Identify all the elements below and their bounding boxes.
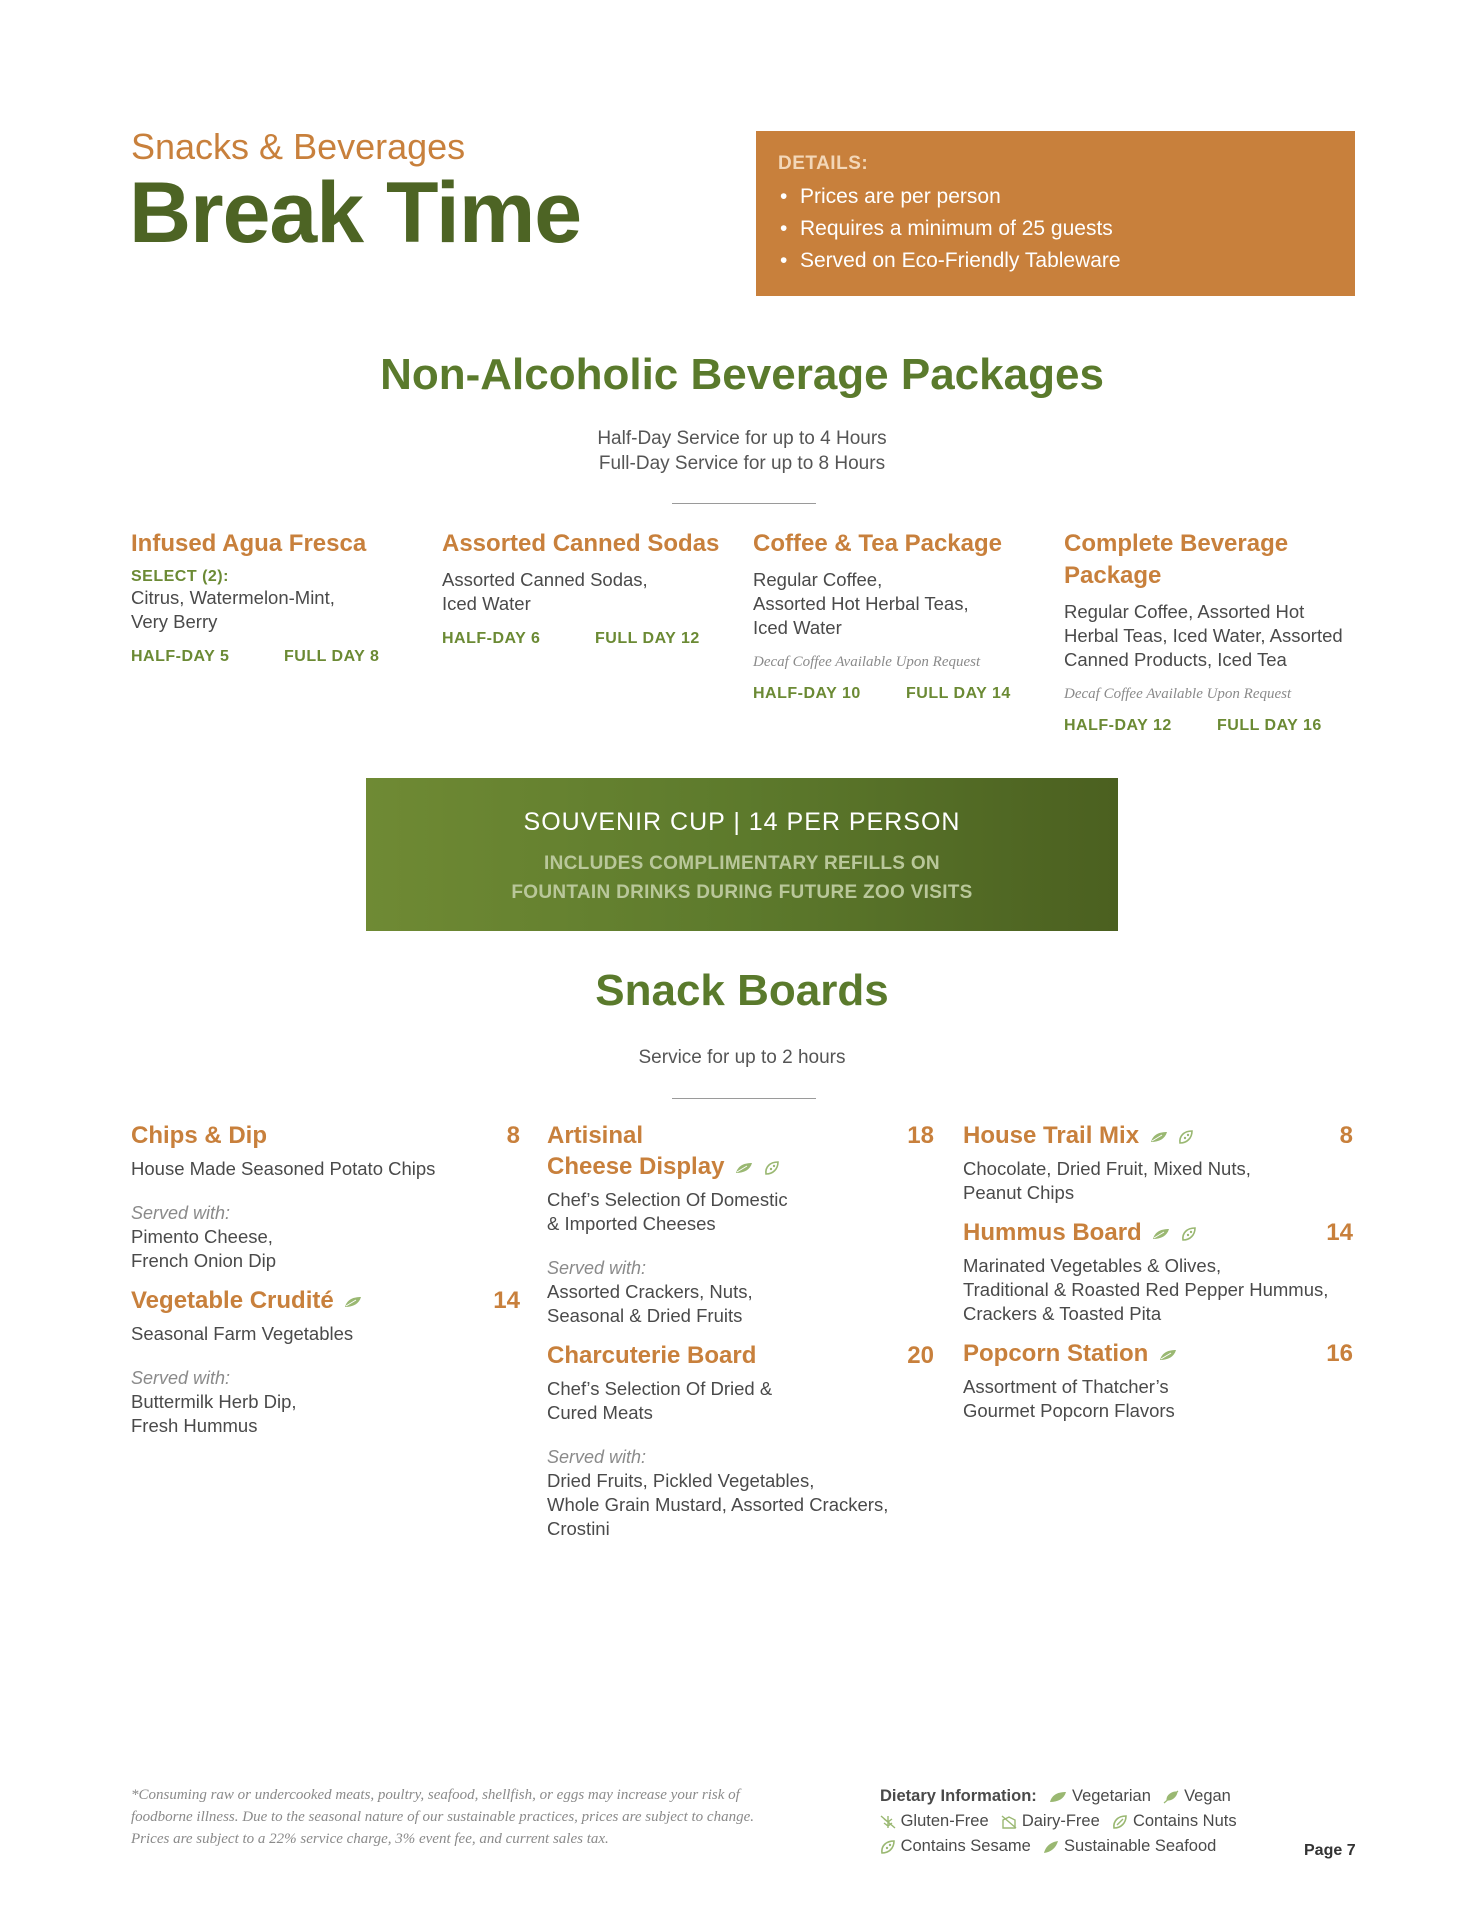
dietary-item-label: Dairy-Free [1021,1812,1100,1830]
package-name: Coffee & Tea Package [753,530,1002,557]
served-item: Crostini [547,1518,610,1539]
leaf-icon [1159,1349,1177,1361]
disclaimer-line: foodborne illness. Due to the seasonal nature of our sustainable practices, prices are subject to change. [131,1809,754,1825]
sesame-icon [1181,1226,1197,1242]
snack-name-wrap [547,1151,934,1182]
snack-price: 16 [1326,1340,1353,1367]
package-desc: Assorted Canned Sodas, [442,569,648,590]
snack-item [963,1120,1353,1205]
package-desc: Canned Products, Iced Tea [1064,649,1287,670]
snack-price: 18 [907,1122,934,1149]
snack-desc: & Imported Cheeses [547,1213,716,1234]
snack-name: Popcorn Station [963,1340,1149,1367]
snack-item [963,1217,1353,1326]
package-desc: Regular Coffee, [753,569,883,590]
snack-price: 14 [1326,1219,1353,1246]
served-item: Pimento Cheese, [131,1226,273,1247]
package-desc: Iced Water [753,617,842,638]
dietary-item [1043,1834,1216,1859]
dietary-item-label: Gluten-Free [900,1812,989,1830]
snack-desc: Gourmet Popcorn Flavors [963,1400,1175,1421]
snack-desc: Chef’s Selection Of Dried & [547,1378,773,1399]
dietary-item [1163,1784,1230,1809]
snack-item [547,1120,934,1328]
snack-name: Hummus Board [963,1219,1142,1246]
beverage-package [1064,528,1354,735]
package-desc: Assorted Hot Herbal Teas, [753,593,969,614]
full-day-price: FULL DAY 8 [284,648,380,665]
disclaimer-line: *Consuming raw or undercooked meats, poultry, seafood, shellfish, or eggs may increase your risk of [131,1787,740,1803]
half-day-price: HALF-DAY 5 [131,648,230,665]
snack-name-wrap [963,1120,1194,1151]
beverage-package [753,528,1043,703]
dietary-item [1049,1784,1151,1809]
snack-name: House Trail Mix [963,1122,1140,1149]
package-prices [442,630,732,648]
snack-name-wrap [963,1217,1197,1248]
dietary-item [880,1809,989,1834]
details-item: • Prices are per person [778,181,1333,213]
sesame-icon [1178,1129,1194,1145]
page-number: Page 7 [1304,1842,1356,1859]
disclaimer-line: Prices are subject to a 22% service charge, 3% event fee, and current sales tax. [131,1831,609,1847]
half-day-price: HALF-DAY 6 [442,630,541,647]
snack-name: Cheese Display [547,1153,725,1180]
package-name: Complete Beverage [1064,530,1289,557]
beverages-title: Non-Alcoholic Beverage Packages [380,350,1104,399]
snack-item [547,1340,934,1541]
snack-item [963,1338,1353,1423]
snack-desc: Chef’s Selection Of Domestic [547,1189,788,1210]
divider [672,503,816,504]
package-prices [753,685,1043,703]
souvenir-sub [366,849,1118,907]
dietary-item [880,1834,1031,1859]
snacks-title: Snack Boards [595,966,889,1015]
package-desc: Regular Coffee, Assorted Hot [1064,601,1305,622]
snack-name: Chips & Dip [131,1122,267,1149]
snack-name: Artisinal [547,1122,644,1149]
half-day-price: HALF-DAY 12 [1064,717,1172,734]
half-day-price: HALF-DAY 10 [753,685,861,702]
snack-name-wrap [131,1285,362,1316]
served-with-label: Served with: [547,1258,647,1278]
dietary-label: Dietary Information: [880,1787,1037,1805]
snack-item [131,1285,520,1438]
package-name: Package [1064,562,1162,589]
full-day-price: FULL DAY 12 [595,630,700,647]
snack-price: 8 [506,1122,520,1149]
served-item: Dried Fruits, Pickled Vegetables, [547,1470,815,1491]
divider [672,1098,816,1099]
full-day-price: FULL DAY 14 [906,685,1011,702]
dietary-item-label: Vegan [1184,1787,1231,1805]
snack-price: 14 [493,1287,520,1314]
souvenir-sub-line: INCLUDES COMPLIMENTARY REFILLS ON [544,853,940,874]
served-with-label: Served with: [131,1203,231,1223]
sesame-icon [880,1839,896,1855]
served-item: Buttermilk Herb Dip, [131,1391,297,1412]
details-box [756,131,1355,296]
details-list [778,181,1333,277]
package-note: Decaf Coffee Available Upon Request [753,654,981,670]
package-name: Infused Agua Fresca [131,530,367,557]
package-note: Decaf Coffee Available Upon Request [1064,686,1292,702]
served-with-label: Served with: [131,1368,231,1388]
dairy-free-icon [1001,1815,1017,1829]
served-item: Whole Grain Mustard, Assorted Crackers, [547,1494,889,1515]
snack-column [131,1120,520,1450]
served-item: Seasonal & Dried Fruits [547,1305,743,1326]
snacks-subtitle: Service for up to 2 hours [638,1047,846,1068]
snack-desc: Chocolate, Dried Fruit, Mixed Nuts, [963,1158,1251,1179]
dietary-item-label: Sustainable Seafood [1064,1837,1217,1855]
nuts-icon [1112,1814,1128,1830]
package-desc: Herbal Teas, Iced Water, Assorted [1064,625,1343,646]
snack-price: 20 [907,1342,934,1369]
vegetarian-icon [1049,1791,1067,1803]
beverage-package [131,528,421,666]
snack-desc: Peanut Chips [963,1182,1075,1203]
souvenir-title: SOUVENIR CUP | 14 PER PERSON [523,808,961,836]
snack-column [963,1120,1353,1435]
souvenir-banner [366,778,1118,931]
full-day-price: FULL DAY 16 [1217,717,1322,734]
beverages-subtitle-1: Half-Day Service for up to 4 Hours [597,428,887,449]
dietary-legend [880,1784,1360,1859]
served-item: French Onion Dip [131,1250,276,1271]
dietary-item [1112,1809,1236,1834]
snack-desc: Marinated Vegetables & Olives, [963,1255,1222,1276]
snack-desc: Cured Meats [547,1402,653,1423]
beverage-package [442,528,732,648]
package-desc: Citrus, Watermelon-Mint, [131,587,335,608]
dietary-item-label: Vegetarian [1071,1787,1151,1805]
snack-name: Charcuterie Board [547,1342,757,1369]
souvenir-sub-line: FOUNTAIN DRINKS DURING FUTURE ZOO VISITS [511,882,973,903]
package-prices [1064,717,1354,735]
leaf-icon [735,1162,753,1174]
served-item: Assorted Crackers, Nuts, [547,1281,753,1302]
dietary-item [1001,1809,1100,1834]
sesame-icon [764,1160,780,1176]
package-desc: Iced Water [442,593,531,614]
package-desc: Very Berry [131,611,218,632]
disclaimer [131,1784,861,1850]
package-prices [131,648,421,666]
page-title: Break Time [129,165,582,261]
package-name: Assorted Canned Sodas [442,530,720,557]
gluten-free-icon [880,1815,896,1829]
snack-column [547,1120,934,1553]
served-item: Fresh Hummus [131,1415,258,1436]
details-item: • Requires a minimum of 25 guests [778,213,1333,245]
snack-desc: House Made Seasoned Potato Chips [131,1158,436,1179]
leaf-icon [1150,1131,1168,1143]
snack-desc: Crackers & Toasted Pita [963,1303,1162,1324]
dietary-item-label: Contains Sesame [900,1837,1031,1855]
snack-desc: Traditional & Roasted Red Pepper Hummus, [963,1279,1329,1300]
seafood-icon [1043,1840,1059,1854]
details-item: • Served on Eco-Friendly Tableware [778,245,1333,277]
snack-name: Vegetable Crudité [131,1287,334,1314]
snack-item [131,1120,520,1273]
page-eyebrow: Snacks & Beverages [131,126,466,167]
leaf-icon [344,1296,362,1308]
details-label: DETAILS: [778,153,869,174]
snack-price: 8 [1339,1122,1353,1149]
snack-desc: Assortment of Thatcher’s [963,1376,1169,1397]
leaf-icon [1152,1228,1170,1240]
package-select: SELECT (2): [131,568,229,585]
snack-name-wrap [963,1338,1177,1369]
served-with-label: Served with: [547,1447,647,1467]
dietary-item-label: Contains Nuts [1132,1812,1237,1830]
beverages-subtitle-2: Full-Day Service for up to 8 Hours [598,453,886,474]
snack-desc: Seasonal Farm Vegetables [131,1323,354,1344]
vegan-icon [1163,1790,1179,1804]
